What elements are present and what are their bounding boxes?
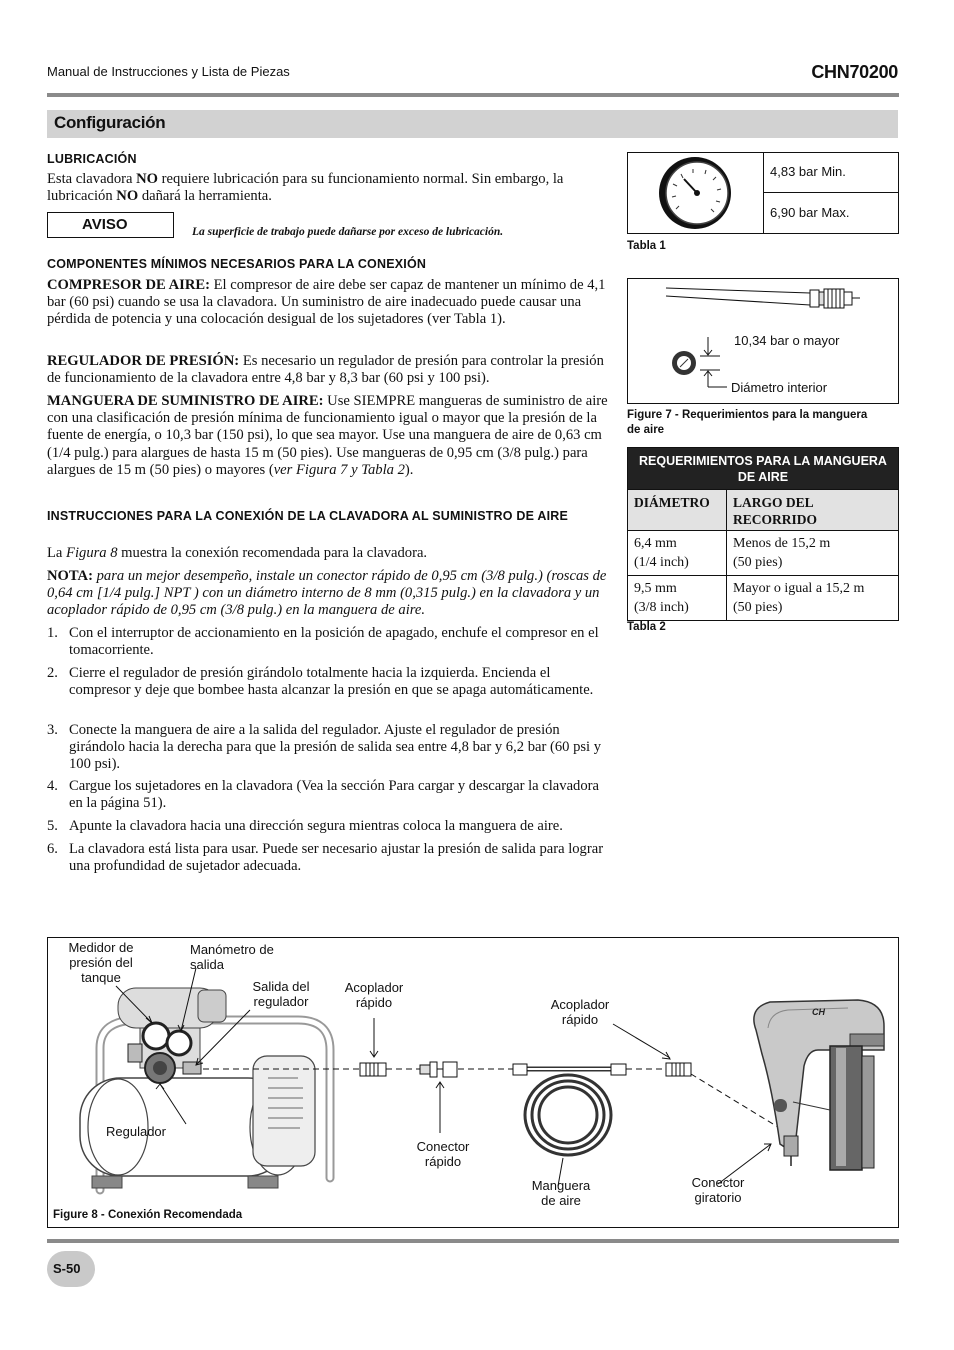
instructions-note: NOTA: para un mejor desempeño, instale un conector rápido de 0,95 cm (3/8 pulg.) (roscas de 0,64 cm [1/4 pulg.] NPT ) con un diámetro interno de 8 mm (0,315 pulg.) en la clavadora y un acoplador rápido de 0,95 cm (3/8 pulg.) en la manguera de aire. bbox=[47, 568, 607, 619]
manual-title: Manual de Instrucciones y Lista de Piezas bbox=[47, 64, 290, 79]
section-bar bbox=[47, 110, 898, 138]
notice-label: AVISO bbox=[47, 212, 174, 238]
table-cell: Mayor o igual a 15,2 m (50 pies) bbox=[733, 581, 865, 615]
label-outlet-gauge: Manómetro de salida bbox=[190, 942, 274, 972]
label-regulator-outlet: Salida del regulador bbox=[252, 979, 310, 1009]
label-coupler-1: Acoplador rápido bbox=[344, 980, 404, 1010]
instructions-intro: La Figura 8 muestra la conexión recomendada para la clavadora. bbox=[47, 545, 428, 561]
table-1 bbox=[627, 152, 899, 234]
list-item: 4. Cargue los sujetadores en la clavadora (Vea la sección Para cargar y descargar la clavadora en la página 51). bbox=[47, 778, 599, 812]
header-rule bbox=[47, 93, 899, 97]
lubrication-heading: LUBRICACIÓN bbox=[47, 152, 137, 166]
column-header-diameter: DIÁMETRO bbox=[628, 490, 727, 530]
regulator-text: REGULADOR DE PRESIÓN: Es necesario un regulador de presión para controlar la presión de funcionamiento de la clavadora entre 4,8 bar y 8,3 bar (60 psi y 100 psi). bbox=[47, 353, 604, 387]
table-row bbox=[628, 530, 898, 575]
section-title: Configuración bbox=[54, 113, 166, 132]
notice-text: La superficie de trabajo puede dañarse por exceso de lubricación. bbox=[192, 226, 504, 238]
table-2-title: REQUERIMIENTOS PARA LA MANGUERA DE AIRE bbox=[628, 448, 898, 489]
list-item: 2. Cierre el regulador de presión girándolo totalmente hacia la izquierda. Encienda el compresor y deje que bombee hasta alcanzar la presión en que se apaga automáticamente. bbox=[47, 665, 594, 699]
hose-text: MANGUERA DE SUMINISTRO DE AIRE: Use SIEMPRE mangueras de suministro de aire con una clasificación de presión mínima de funcionamiento igual o mayor que la presión de la fuente de energía, o 10,3 bar (150 psi), lo que sea mayor. Use una manguera de aire de 0,63 cm (1/4 pulg.) para alargues de hasta 15 m (50 pies). Use mangueras de 0,95 cm (3/8 pulg.) para alargues de 15 m (50 pies) o mayores (ver Figura 7 y Tabla 2). bbox=[47, 393, 608, 478]
model-number: CHN70200 bbox=[811, 62, 898, 82]
lubrication-text: Esta clavadora NO requiere lubricación para su funcionamiento normal. Sin embargo, la lubricación NO dañará la herramienta. bbox=[47, 171, 564, 205]
label-tank-gauge: Medidor de presión del tanque bbox=[68, 940, 134, 985]
figure-8 bbox=[47, 937, 899, 1228]
column-header-length: LARGO DEL RECORRIDO bbox=[733, 495, 818, 527]
label-connector: Conector rápido bbox=[416, 1139, 470, 1169]
label-hose: Manguera de aire bbox=[531, 1178, 591, 1208]
pressure-gauge-icon bbox=[628, 153, 762, 233]
figure-7-caption: Figure 7 - Requerimientos para la manguera de aire bbox=[627, 409, 868, 436]
table-row bbox=[628, 575, 898, 620]
figure-8-caption: Figure 8 - Conexión Recomendada bbox=[53, 1209, 243, 1221]
table-1-caption: Tabla 1 bbox=[627, 240, 666, 252]
connection-diagram bbox=[48, 938, 898, 1227]
components-heading: COMPONENTES MÍNIMOS NECESARIOS PARA LA CONEXIÓN bbox=[47, 257, 427, 271]
table-1-min: 4,83 bar Min. bbox=[770, 164, 846, 179]
label-swivel: Conector giratorio bbox=[691, 1175, 745, 1205]
brand-logo: CH bbox=[812, 1007, 825, 1017]
compressor-text: COMPRESOR DE AIRE: El compresor de aire debe ser capaz de mantener un mínimo de 4,1 bar (60 psi) cuando se usa la clavadora. Un suministro de aire inadecuado puede causar una pérdida de potencia y una colocación desigual de los sujetadores (ver Tabla 1). bbox=[47, 277, 606, 328]
table-cell: Menos de 15,2 m (50 pies) bbox=[733, 536, 831, 570]
table-1-max: 6,90 bar Max. bbox=[770, 205, 850, 220]
hose-diameter-label: Diámetro interior bbox=[731, 380, 828, 395]
table-2 bbox=[627, 447, 899, 621]
footer-rule bbox=[47, 1239, 899, 1243]
table-cell: 9,5 mm (3/8 inch) bbox=[628, 576, 727, 620]
figure-7 bbox=[627, 278, 899, 404]
label-regulator: Regulador bbox=[106, 1124, 166, 1139]
table-2-caption: Tabla 2 bbox=[627, 621, 666, 633]
list-item: 1. Con el interruptor de accionamiento en la posición de apagado, enchufe el compresor en el tomacorriente. bbox=[47, 625, 599, 659]
list-item: 5. Apunte la clavadora hacia una dirección segura mientras coloca la manguera de aire. bbox=[47, 818, 563, 834]
instructions-heading: INSTRUCCIONES PARA LA CONEXIÓN DE LA CLAVADORA AL SUMINISTRO DE AIRE bbox=[47, 509, 569, 523]
page-number: S-50 bbox=[47, 1251, 95, 1287]
table-header-row bbox=[628, 489, 898, 530]
list-item: 3. Conecte la manguera de aire a la salida del regulador. Ajuste el regulador de presión girándolo hacia la derecha para que la presión de salida sea entre 4,8 bar y 6,2 bar (60 psi y 100 psi). bbox=[47, 722, 602, 773]
table-cell: 6,4 mm (1/4 inch) bbox=[628, 531, 727, 575]
hose-pressure-label: 10,34 bar o mayor bbox=[734, 333, 840, 348]
list-item: 6. La clavadora está lista para usar. Puede ser necesario ajustar la presión de salida para lograr una profundidad de sujetador adecuada. bbox=[47, 841, 604, 875]
label-coupler-2: Acoplador rápido bbox=[550, 997, 610, 1027]
